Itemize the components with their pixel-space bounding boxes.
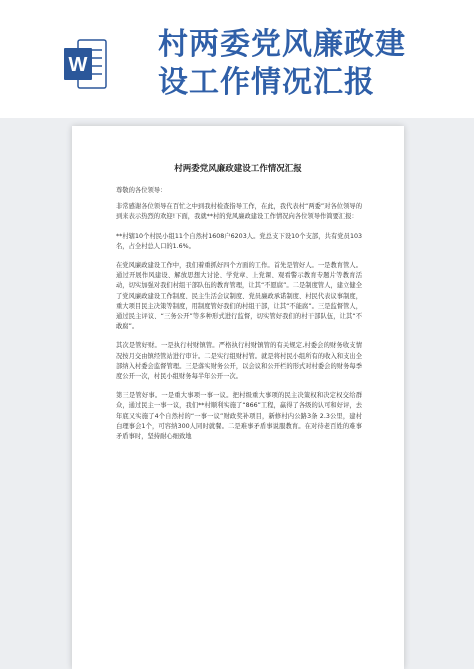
paragraph: 第三是管好事。一是重大事项一事一议。把村级重大事项的民主决策权和决定权交给群众，通过民主一事一议，我们**村顺利实施了“866”工程，赢得了各级的认可和好评，去年底又实施了4个自然村的“一事一议”财政奖补项目，新修村内公路3条 2.3公里，建村白理事会1个，可容纳300人同时就餐。二是难事矛盾事说服教育。在对待老百姓的难事矛盾事时，坚持耐心细致地 xyxy=(116,392,362,441)
document-title: 村两委党风廉政建设工作情况汇报 xyxy=(174,164,302,174)
word-document-icon xyxy=(64,38,108,90)
paragraph: 非常感谢各位领导在百忙之中到我村检查指导工作，在此，我代表村“两委”对各位领导的到来表示热烈的欢迎!下面，我就**村的党风廉政建设工作情况向各位领导作简要汇报： xyxy=(116,203,362,221)
svg-text:W: W xyxy=(68,54,88,76)
document-body xyxy=(116,186,362,451)
paragraph: 在党风廉政建设工作中，我们着重抓好四个方面的工作。首先是管好人。一是教育管人。通过开展作风建设、解放思想大讨论、学党章、上党课、观看警示教育专题片等教育活动，切实加强对我们村组干部队伍的教育管理，让其“不愿腐”。二是制度管人，建立健全了党风廉政建设工作制度、民主生活会议制度、党员廉政承诺制度、村民代表议事制度，重大项目民主决策等制度，用制度管好我们的村组干部，让其“不能腐”。三是监督管人，通过民主评议、“三务公开”等多种形式进行监督，切实管好我们的村干部队伍，让其“不敢腐”。 xyxy=(116,262,362,331)
document-page xyxy=(72,126,404,669)
banner-title: 村两委党风廉政建 设工作情况汇报 xyxy=(158,27,406,100)
salutation: 尊敬的各位领导： xyxy=(116,187,167,194)
paragraph: 其次是管好财。一是执行村财镇管。严格执行村财镇管的有关规定,村委会的财务收支情况按月交由镇经管站进行审计。二是实行组财村管。就是将村民小组所有的收入和支出全部纳入村委会监督管理。三是落实财务公开，以会议和公开栏的形式对村委会的财务每季度公开一次，村民小组财务每半年公开一次。 xyxy=(116,342,362,381)
paragraph: **村辖10个村民小组11个自然村1608户6203人。党总支下设10个支部，共有党员103名，占全村总人口的1.6%。 xyxy=(116,232,362,250)
banner xyxy=(0,0,474,118)
